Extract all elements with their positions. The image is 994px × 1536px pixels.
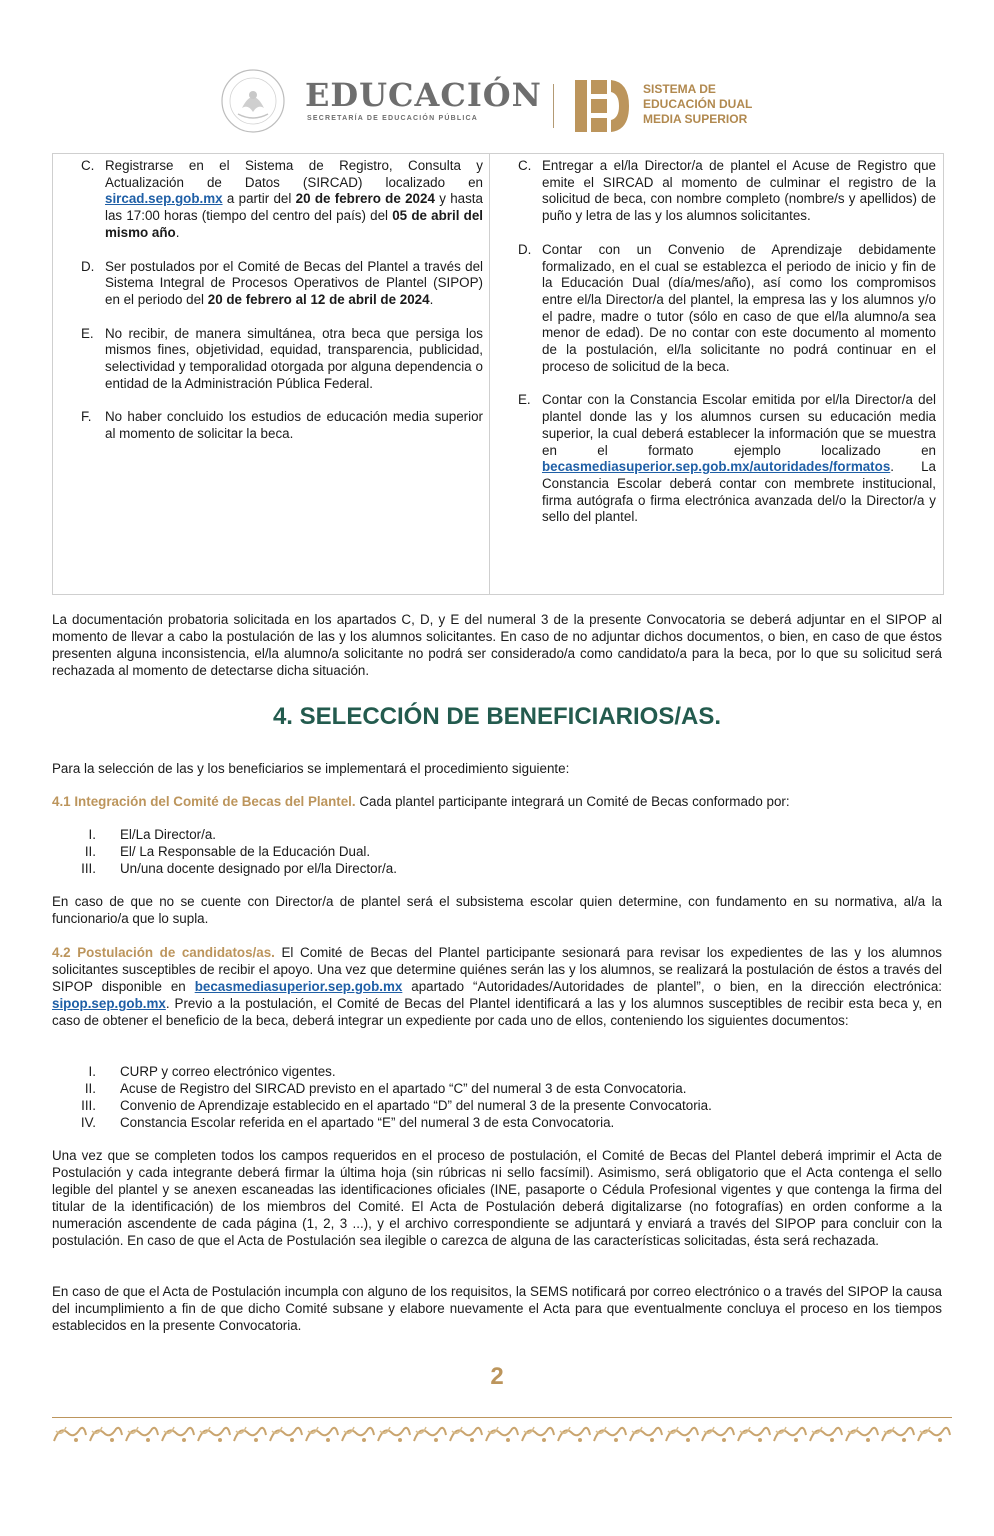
list-numeral: II. [84,1081,96,1096]
text-run: . [429,291,434,307]
section-4-1 [52,793,942,810]
requirement-item [81,409,483,442]
list-numeral: IV. [80,1115,96,1130]
list-item [52,1080,942,1097]
documentation-paragraph: La documentación probatoria solicitada en los apartados C, D, y E del numeral 3 de la presente Convocatoria se deberá adjuntar en el SIPOP al momento de llevar a cabo la postulación de las y los alumnos solicitantes. En caso de no adjuntar dichos documentos, o bien, en caso de que éstos presenten alguna inconsistencia, el/la alumno/a solicitante no podrá ser considerado/a como candidato/a para la beca, por lo que su solicitud será rechazada al momento de detectarse dicha situación. [52,612,942,678]
link[interactable]: becasmediasuperior.sep.gob.mx [194,979,403,994]
ministry-subtitle: SECRETARÍA DE EDUCACIÓN PÚBLICA [307,115,478,122]
requirements-table [52,153,944,595]
text-run: Registrarse en el Sistema de Registro, Consulta y Actualización de Datos (SIRCAD) localizado en [105,158,483,190]
link[interactable]: becasmediasuperior.sep.gob.mx/autoridades/formatos [542,459,891,475]
item-text [105,409,483,442]
sems-paragraph: En caso de que el Acta de Postulación incumpla con alguno de los requisitos, la SEMS notificará por correo electrónico o a través del SIPOP la causa del incumplimiento a fin de que dicho Comité subsane y elabore nuevamente el Acta para que eventualmente concluya el proceso en los tiempos establecidos en la presente Convocatoria. [52,1284,942,1333]
requirement-item [81,326,483,393]
requirements-left-column [81,158,483,460]
item-text [105,158,483,242]
item-text [542,392,936,526]
list-numeral: I. [88,1064,96,1079]
item-marker: D. [81,258,95,274]
item-marker: F. [81,409,92,425]
selection-intro: Para la selección de las y los beneficiarios se implementará el procedimiento siguiente: [52,761,570,776]
ministry-title: EDUCACIÓN [305,76,542,114]
item-marker: C. [518,158,532,173]
list-item [52,1063,942,1080]
item-text [105,326,483,393]
list-item [52,1097,942,1114]
sistema-dual-logo-icon [573,78,631,134]
requirement-item [518,392,936,526]
header-divider [553,84,554,128]
list-numeral: II. [84,844,96,859]
mexico-seal-icon [220,68,286,134]
sistema-dual-text [643,82,752,127]
text-run: y hasta las 17:00 horas (tiempo del centro del país) del [105,191,483,224]
item-text [542,158,936,225]
dual-line-2: EDUCACIÓN DUAL [643,97,753,111]
text-run: a partir del [222,191,296,207]
text-run: No recibir, de manera simultánea, otra beca que persiga los mismos fines, objetividad, equidad, transparencia, publicidad, selectividad y temporalidad otorgada por alguna dependencia o entidad de la Administración Pública Federal. [105,325,483,391]
requirement-item [518,158,936,225]
list-text: Convenio de Aprendizaje establecido en el apartado “D” del numeral 3 de la presente Convocatoria. [120,1098,712,1113]
requirements-right-column [518,158,936,543]
text-run: Ser postulados por el Comité de Becas del Plantel a través del Sistema Integral de Procesos Operativos de Plantel (SIPOP) en el periodo del [105,258,483,307]
section-title: 4. SELECCIÓN DE BENEFICIARIOS/AS. [272,703,722,730]
item-marker: C. [81,158,95,173]
text-run: Contar con la Constancia Escolar emitida por el/la Director/a del plantel donde las y los alumnos cursen su educación media superior, la cual deberá establecer la información que se muestra en el formato ejemplo localizado en [542,392,936,458]
requirement-item [81,259,483,309]
bold-text: 20 de febrero al 12 de abril de 2024 [207,291,430,307]
list-text: El/ La Responsable de la Educación Dual. [120,844,371,859]
link[interactable]: sipop.sep.gob.mx [52,996,166,1011]
acta-paragraph: Una vez que se completen todos los campos requeridos en el proceso de postulación, el Comité de Becas del Plantel deberá imprimir el Acta de Postulación y cada integrante deberá firmar la última hoja (sin rúbricas ni sello facsímil). Asimismo, será obligatorio que el Acta contenga el sello legible del plantel y se anexen escaneadas las identificaciones oficiales (INE, pasaporte o Cédula Profesional vigentes y que contenga la firma del titular de la identificación) de los miembros del Comité. El Acta de Postulación deberá digitalizarse (no fotografías) en orden conforme a la numeración ascendente de cada página (1, 2, 3 ...), y el archivo correspondiente se adjuntará y enviará a través del SIPOP para concluir con la postulación. En caso de que el Acta de Postulación sea ilegible o carezca de alguna de las características solicitadas, ésta será rechazada. [52,1148,942,1248]
dual-line-3: MEDIA SUPERIOR [643,112,748,126]
text-run: . Previo a la postulación, el Comité de Becas del Plantel identificará a las y los alumnos susceptibles de recibir esta beca y, en caso de obtener el beneficio de la beca, deberá integrar un expediente por cada uno de ellos, conteniendo los siguientes documentos: [52,996,942,1028]
list-text: El/La Director/a. [120,827,217,842]
section-4-1-heading: 4.1 Integración del Comité de Becas del Plantel. [52,794,356,809]
text-run: . [175,224,180,240]
list-numeral: III. [81,1098,96,1113]
page-number: 2 [490,1363,504,1390]
section-4-2 [52,944,942,1029]
item-text [105,259,483,309]
bold-text: 05 de abril del mismo año [105,208,483,240]
page-header [0,68,994,138]
item-text [542,242,936,376]
list-numeral: III. [81,861,96,876]
subsection-heading: 4.2 Postulación de candidatos/as. [52,945,275,960]
bold-text: 20 de febrero de 2024 [295,191,435,207]
dual-line-1: SISTEMA DE [643,82,716,96]
item-marker: D. [518,241,532,257]
list-item [52,843,942,860]
requirement-item [81,158,483,242]
text-run: El Comité de Becas del Plantel participante sesionará para revisar los expedientes de las y los alumnos solicitantes susceptibles de recibir el apoyo. Una vez que determine quiénes serán las y los alumnos, se realizará la postulación de éstos a través del SIPOP disponible en [52,945,942,994]
list-item [52,1114,942,1131]
text-run: No haber concluido los estudios de educación media superior al momento de solicitar la beca. [105,409,483,442]
committee-note: En caso de que no se cuente con Director/a de plantel será el subsistema escolar quien determine, con fundamento en su normativa, al/a la funcionario/a que lo supla. [52,894,942,926]
list-text: Acuse de Registro del SIRCAD previsto en el apartado “C” del numeral 3 de esta Convocatoria. [120,1081,687,1096]
text-run: Contar con un Convenio de Aprendizaje debidamente formalizado, en el cual se establezca el periodo de inicio y fin de la Educación Dual (día/mes/año), así como los compromisos entre el/la Director/a del plantel, la empresa las y los alumnos y/o el padre, madre o tutor (sólo en caso de que el/la alumno/a sea menor de edad). De no contar con este documento al momento de la postulación, el/la solicitante no podrá continuar en el proceso de solicitud de la beca. [542,241,936,374]
list-text: CURP y correo electrónico vigentes. [120,1064,336,1079]
committee-members-list [52,826,942,877]
list-numeral: I. [88,827,96,842]
footer-rule [52,1417,952,1418]
list-text: Un/una docente designado por el/la Director/a. [120,861,397,876]
text-run: apartado “Autoridades/Autoridades de plantel”, o bien, en la dirección electrónica: [402,979,942,994]
required-documents-list [52,1063,942,1131]
section-4-1-text: Cada plantel participante integrará un Comité de Becas conformado por: [355,794,790,809]
link[interactable]: sircad.sep.gob.mx [105,191,223,207]
item-marker: E. [518,392,531,408]
item-marker: E. [81,325,94,341]
list-text: Constancia Escolar referida en el apartado “E” del numeral 3 de esta Convocatoria. [120,1115,615,1130]
requirement-item [518,242,936,376]
decorative-footer-pattern [52,1423,952,1445]
text-run: Entregar a el/la Director/a de plantel el Acuse de Registro que emite el SIRCAD al momento de culminar el registro de la solicitud de beca, con nombre completo (nombre/s y apellidos) de puño y letra de las y los alumnos solicitantes. [542,158,936,224]
list-item [52,826,942,843]
list-item [52,860,942,877]
text-run: . La Constancia Escolar deberá contar con membrete institucional, firma autógrafa o firma electrónica avanzada del/o la Director/a y sello del plantel. [542,459,936,525]
table-column-divider [489,154,490,594]
